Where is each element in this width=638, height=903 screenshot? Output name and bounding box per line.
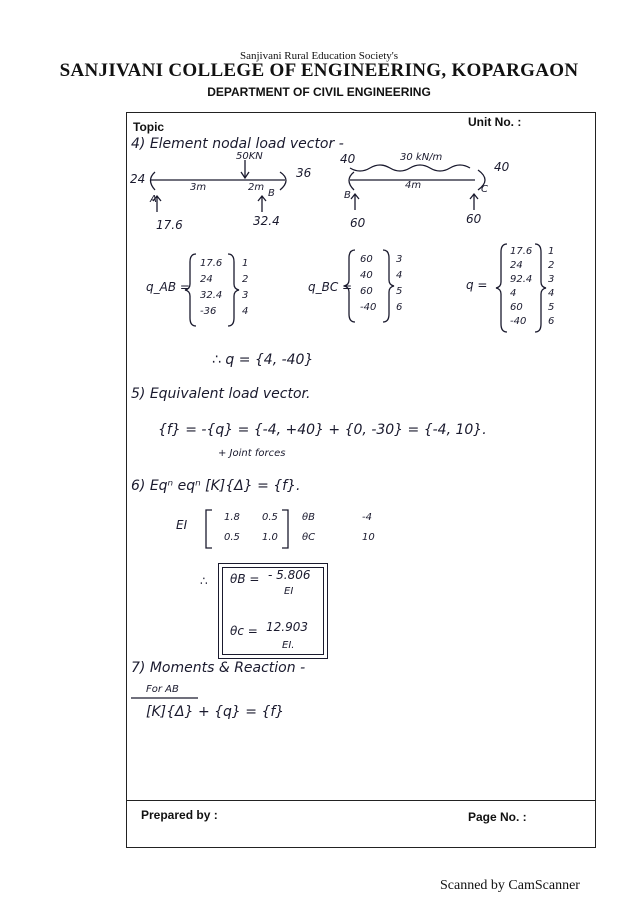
q-ab-dof: 1 xyxy=(242,258,249,269)
beam-bc-span: 4m xyxy=(405,180,422,191)
society-name: Sanjivani Rural Education Society's xyxy=(239,50,399,62)
q-reduced: ∴ q = {4, -40} xyxy=(212,352,314,368)
rhs-vector-cell: -4 xyxy=(362,512,372,523)
topic-label: Topic xyxy=(133,120,165,134)
beam-bc-load: 30 kN/m xyxy=(400,152,443,163)
q-ab-value: 24 xyxy=(200,274,213,285)
q-total-value: -40 xyxy=(510,316,527,327)
beam-ab-load: 50KN xyxy=(236,151,263,162)
theta-c-value: 12.903 xyxy=(266,620,308,634)
beam-ab-span1: 3m xyxy=(190,182,207,193)
reaction-c: 60 xyxy=(466,212,482,226)
department-name: DEPARTMENT OF CIVIL ENGINEERING xyxy=(207,85,431,99)
beam-bc-left-moment: 40 xyxy=(340,152,356,166)
q-total-dof: 3 xyxy=(548,274,555,285)
q-bc-dof: 5 xyxy=(396,286,403,297)
step5-title: 5) Equivalent load vector. xyxy=(131,386,311,402)
matrix-cell: 0.5 xyxy=(262,512,278,523)
q-total-value: 24 xyxy=(510,260,523,271)
theta-b-denominator: EI xyxy=(284,586,294,597)
q-ab-label: q_AB = xyxy=(146,280,190,294)
q-ab-dof: 2 xyxy=(242,274,249,285)
q-total-dof: 4 xyxy=(548,288,555,299)
theta-vector-cell: θB xyxy=(302,512,315,523)
q-total-dof: 5 xyxy=(548,302,555,313)
beam-ab-right-moment: 36 xyxy=(296,166,312,180)
scanner-watermark: Scanned by CamScanner xyxy=(440,878,580,893)
q-total-value: 4 xyxy=(510,288,517,299)
q-bc-value: 60 xyxy=(360,286,373,297)
q-ab-value: 32.4 xyxy=(200,290,223,301)
q-ab-value: 17.6 xyxy=(200,258,223,269)
college-name: SANJIVANI COLLEGE OF ENGINEERING, KOPARGAON xyxy=(59,60,579,81)
theta-vector-cell: θC xyxy=(302,532,316,543)
unit-label: Unit No. : xyxy=(468,115,522,129)
rhs-vector-cell: 10 xyxy=(362,532,375,543)
q-bc-label: q_BC = xyxy=(308,280,353,294)
joint-forces-note: + Joint forces xyxy=(218,448,286,459)
reaction-a: 17.6 xyxy=(156,218,183,232)
q-ab-value: -36 xyxy=(200,306,217,317)
q-bc-dof: 3 xyxy=(396,254,403,265)
node-a-label: A xyxy=(150,194,157,205)
step4-title: 4) Element nodal load vector - xyxy=(131,136,344,152)
q-bc-dof: 6 xyxy=(396,302,403,313)
q-bc-value: 60 xyxy=(360,254,373,265)
beam-ab-left-moment: 24 xyxy=(130,172,146,186)
q-bc-value: 40 xyxy=(360,270,373,281)
ei-label: EI xyxy=(176,518,188,532)
q-total-value: 60 xyxy=(510,302,523,313)
q-bc-value: -40 xyxy=(360,302,377,313)
q-bc-dof: 4 xyxy=(396,270,403,281)
matrix-cell: 0.5 xyxy=(224,532,240,543)
node-b-bc-label: B xyxy=(344,190,351,201)
beam-bc-right-moment: 40 xyxy=(494,160,510,174)
theta-c-label: θc = xyxy=(230,624,258,638)
q-total-dof: 2 xyxy=(548,260,555,271)
reaction-b-bc: 60 xyxy=(350,216,366,230)
q-ab-dof: 3 xyxy=(242,290,249,301)
for-ab-label: For AB xyxy=(146,684,179,695)
q-ab-dof: 4 xyxy=(242,306,249,317)
node-c-label: C xyxy=(481,184,488,195)
f-equation: {f} = -{q} = {-4, +40} + {0, -30} = {-4, 10}. xyxy=(158,422,487,438)
theta-c-denominator: EI. xyxy=(282,640,295,651)
q-total-label: q = xyxy=(466,278,488,292)
beam-ab-span2: 2m xyxy=(248,182,265,193)
matrix-cell: 1.0 xyxy=(262,532,278,543)
therefore-symbol: ∴ xyxy=(200,574,208,588)
q-total-dof: 1 xyxy=(548,246,555,257)
theta-b-label: θB = xyxy=(230,572,260,586)
node-b-label: B xyxy=(268,188,275,199)
theta-b-value: - 5.806 xyxy=(268,568,311,582)
page-number-label: Page No. : xyxy=(468,810,527,824)
q-total-value: 17.6 xyxy=(510,246,533,257)
step7-title: 7) Moments & Reaction - xyxy=(131,660,306,676)
q-total-dof: 6 xyxy=(548,316,555,327)
prepared-by-label: Prepared by : xyxy=(141,808,218,822)
q-total-value: 92.4 xyxy=(510,274,533,285)
final-equation: [K]{Δ} + {q} = {f} xyxy=(146,704,285,720)
step6-title: 6) Eqⁿ eqⁿ [K]{Δ} = {f}. xyxy=(131,478,301,494)
reaction-b-ab: 32.4 xyxy=(253,214,280,228)
matrix-cell: 1.8 xyxy=(224,512,240,523)
